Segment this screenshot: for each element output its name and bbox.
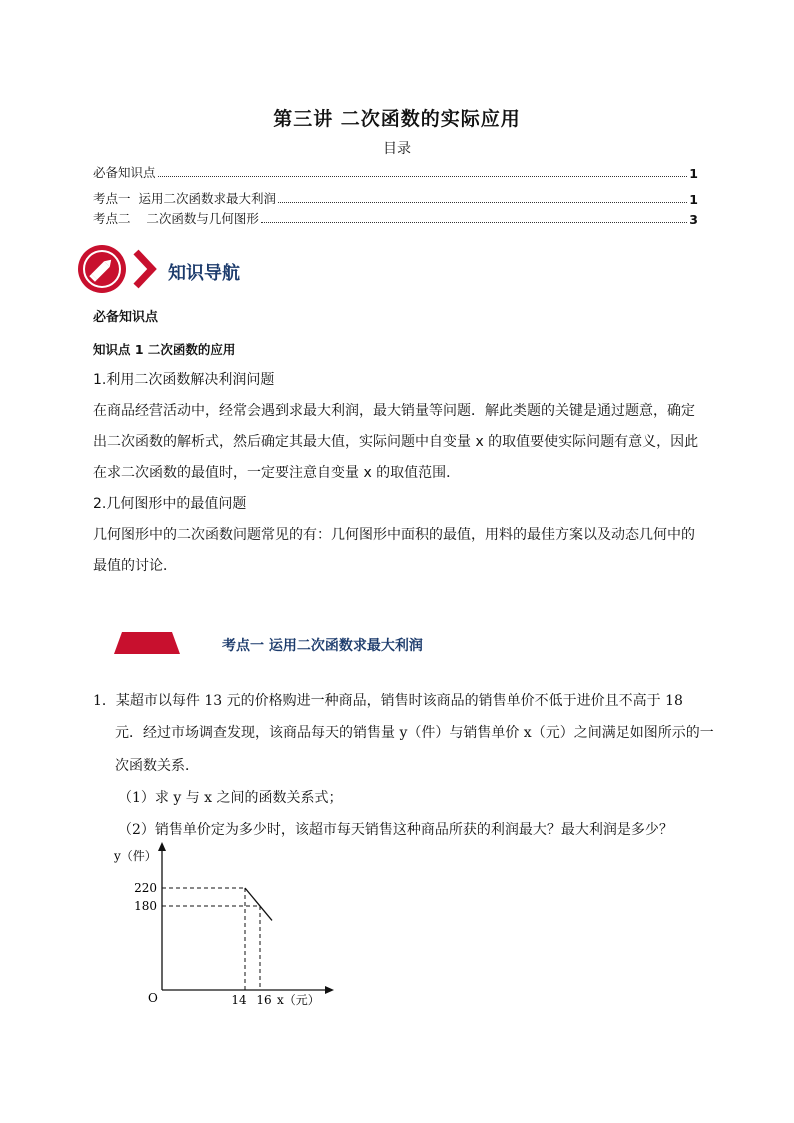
toc-entry-label: 必备知识点 bbox=[93, 165, 156, 180]
toc-page-number: 1 bbox=[689, 192, 698, 207]
x-tick-label: 16 bbox=[256, 993, 272, 1007]
section-heading: 考点一 运用二次函数求最大利润 bbox=[222, 638, 423, 654]
toc-entry[interactable] bbox=[93, 189, 698, 207]
question-line: 1．某超市以每件 13 元的价格购进一种商品，销售时该商品的销售单价不低于进价且不高于 18 bbox=[93, 693, 683, 709]
subsection-title: 2.几何图形中的最值问题 bbox=[93, 496, 247, 512]
linear-function-chart bbox=[100, 838, 340, 1013]
paragraph bbox=[93, 396, 703, 489]
y-tick-label: 180 bbox=[134, 899, 157, 913]
toc-heading: 目录 bbox=[383, 141, 411, 157]
series-line bbox=[245, 888, 272, 920]
y-axis-arrow-icon bbox=[158, 842, 166, 851]
toc-leader-dots bbox=[158, 176, 688, 177]
knowledge-point-title: 知识点 1 二次函数的应用 bbox=[93, 342, 236, 357]
document-title: 第三讲 二次函数的实际应用 bbox=[273, 108, 521, 130]
must-know-heading: 必备知识点 bbox=[93, 310, 159, 325]
toc-entry-label: 考点二 二次函数与几何图形 bbox=[93, 211, 259, 226]
paragraph-line: 在商品经营活动中，经常会遇到求最大利润，最大销量等问题．解此类题的关键是通过题意，确定 bbox=[93, 403, 695, 419]
paragraph-line: 出二次函数的解析式，然后确定其最大值，实际问题中自变量 x 的取值要使实际问题有意义，因此 bbox=[93, 434, 699, 450]
toc-entry-label: 考点一 运用二次函数求最大利润 bbox=[93, 191, 276, 206]
paragraph bbox=[93, 520, 703, 582]
paragraph-line: 在求二次函数的最值时，一定要注意自变量 x 的取值范围． bbox=[93, 465, 461, 481]
question-line: （1）求 y 与 x 之间的函数关系式； bbox=[118, 790, 343, 806]
toc-entry[interactable] bbox=[93, 209, 698, 227]
toc-leader-dots bbox=[261, 222, 687, 223]
knowledge-nav-heading: 知识导航 bbox=[168, 263, 240, 284]
paragraph-line: 几何图形中的二次函数问题常见的有：几何图形中面积的最值，用料的最佳方案以及动态几何中的 bbox=[93, 527, 695, 543]
paragraph-line: 最值的讨论． bbox=[93, 558, 177, 574]
x-axis-label: x（元） bbox=[277, 993, 320, 1007]
toc-page-number: 3 bbox=[689, 212, 698, 227]
question-line: 次函数关系． bbox=[115, 758, 199, 774]
toc-page-number: 1 bbox=[689, 166, 698, 181]
y-tick-label: 220 bbox=[134, 881, 157, 895]
question-line: 元．经过市场调查发现，该商品每天的销售量 y（件）与销售单价 x（元）之间满足如图所示的一 bbox=[115, 725, 714, 741]
x-axis-arrow-icon bbox=[325, 986, 334, 994]
toc-leader-dots bbox=[278, 202, 687, 203]
y-axis-label: y（件） bbox=[114, 849, 157, 863]
toc-entry[interactable] bbox=[93, 163, 698, 181]
subsection-title: 1.利用二次函数解决利润问题 bbox=[93, 372, 275, 388]
origin-label: O bbox=[148, 991, 158, 1005]
x-tick-label: 14 bbox=[231, 993, 247, 1007]
section-banner-shape bbox=[112, 630, 182, 656]
question-line: （2）销售单价定为多少时，该超市每天销售这种商品所获的利润最大？最大利润是多少？ bbox=[118, 822, 673, 838]
pencil-badge-icon bbox=[76, 242, 166, 298]
